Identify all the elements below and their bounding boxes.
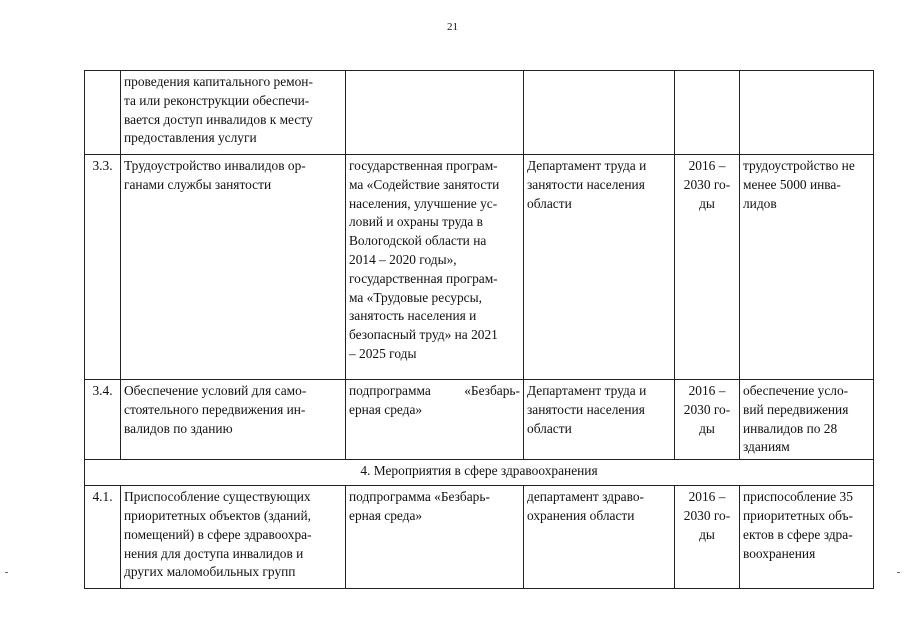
program-cell bbox=[346, 155, 524, 380]
cell-line: ерная среда» bbox=[349, 507, 423, 523]
cell-line: менее 5000 инва- bbox=[743, 176, 841, 192]
executor-cell bbox=[524, 155, 675, 380]
cell-line: вий передвижения bbox=[743, 401, 849, 417]
cell-line: департамент здраво- bbox=[527, 489, 645, 505]
table-row bbox=[85, 486, 874, 589]
event-cell bbox=[121, 380, 346, 460]
cell-line: ектов в сфере здра- bbox=[743, 526, 853, 542]
cell-line: помещений) в сфере здравоохра- bbox=[124, 526, 312, 542]
cell-line bbox=[349, 382, 520, 401]
event-cell bbox=[121, 155, 346, 380]
program-cell bbox=[346, 71, 524, 155]
cell-line: ловий и охраны труда в bbox=[349, 214, 483, 230]
cell-line: воохранения bbox=[743, 545, 816, 561]
cell-line: 2030 го- bbox=[683, 176, 731, 192]
row-number-cell bbox=[85, 71, 121, 155]
cell-line: обеспечение усло- bbox=[743, 383, 849, 398]
cell-line: охранения области bbox=[527, 507, 635, 523]
cell-line: ма «Содействие занятости bbox=[349, 176, 500, 192]
cell-line: 2030 го- bbox=[683, 507, 731, 523]
cell-line: ды bbox=[699, 526, 715, 542]
cell-line: государственная програм- bbox=[349, 270, 498, 286]
program-cell bbox=[346, 380, 524, 460]
cell-line: та или реконструкции обеспечи- bbox=[124, 92, 310, 108]
table-row bbox=[85, 155, 874, 380]
cell-line: Вологодской области на bbox=[349, 233, 487, 249]
cell-line: области bbox=[527, 420, 572, 436]
result-cell bbox=[740, 486, 874, 589]
cell-line: приоритетных объ- bbox=[743, 507, 853, 523]
period-cell bbox=[675, 71, 740, 155]
executor-cell bbox=[524, 71, 675, 155]
scan-mark bbox=[897, 572, 900, 573]
cell-line: подпрограмма «Безбарь- bbox=[349, 489, 490, 505]
cell-line: занятость населения и bbox=[349, 308, 477, 324]
cell-line: вается доступ инвалидов к месту bbox=[124, 111, 313, 127]
cell-line-word: подпрограмма bbox=[349, 383, 431, 398]
cell-line: Департамент труда и bbox=[527, 158, 647, 173]
cell-line: ганами службы занятости bbox=[124, 176, 272, 192]
result-cell bbox=[740, 380, 874, 460]
cell-line: области bbox=[527, 195, 572, 211]
program-cell bbox=[346, 486, 524, 589]
cell-line: инвалидов по 28 bbox=[743, 420, 838, 436]
executor-cell bbox=[524, 486, 675, 589]
period-cell bbox=[675, 155, 740, 380]
cell-line: 2030 го- bbox=[683, 401, 731, 417]
cell-line: 2016 – bbox=[688, 489, 726, 505]
cell-line: предоставления услуги bbox=[124, 130, 257, 146]
cell-line: Трудоустройство инвалидов ор- bbox=[124, 158, 306, 173]
cell-line: населения, улучшение ус- bbox=[349, 195, 498, 211]
cell-line: других маломобильных групп bbox=[124, 564, 296, 580]
executor-cell bbox=[524, 380, 675, 460]
cell-line: 2016 – bbox=[688, 383, 726, 398]
cell-line: ерная среда» bbox=[349, 401, 423, 417]
row-number-cell: 3.3. bbox=[85, 155, 121, 380]
cell-line: ды bbox=[699, 195, 715, 211]
cell-line: стоятельного передвижения ин- bbox=[124, 401, 306, 417]
table-row bbox=[85, 71, 874, 155]
cell-line: Обеспечение условий для само- bbox=[124, 383, 307, 398]
section-heading: 4. Мероприятия в сфере здравоохранения bbox=[85, 460, 874, 486]
cell-line: лидов bbox=[743, 195, 777, 211]
scan-mark bbox=[5, 572, 8, 573]
cell-line: 2014 – 2020 годы», bbox=[349, 251, 457, 267]
cell-line: – 2025 годы bbox=[349, 345, 417, 361]
cell-line: трудоустройство не bbox=[743, 158, 855, 173]
period-cell bbox=[675, 380, 740, 460]
cell-line: зданиям bbox=[743, 439, 790, 455]
event-cell bbox=[121, 486, 346, 589]
result-cell bbox=[740, 155, 874, 380]
cell-line: Департамент труда и bbox=[527, 383, 647, 398]
cell-line: ды bbox=[699, 420, 715, 436]
row-number-cell: 4.1. bbox=[85, 486, 121, 589]
page-number: 21 bbox=[447, 21, 458, 33]
cell-line: безопасный труд» на 2021 bbox=[349, 327, 498, 343]
cell-line: нения для доступа инвалидов и bbox=[124, 545, 304, 561]
cell-line: государственная програм- bbox=[349, 158, 498, 173]
cell-line: проведения капитального ремон- bbox=[124, 74, 313, 89]
cell-line-word: «Безбарь- bbox=[464, 383, 520, 398]
cell-line: ма «Трудовые ресурсы, bbox=[349, 289, 482, 305]
section-header-row bbox=[85, 460, 874, 486]
cell-line: занятости населения bbox=[527, 401, 645, 417]
cell-line: Приспособление существующих bbox=[124, 489, 311, 505]
cell-line: приспособление 35 bbox=[743, 489, 853, 505]
event-cell bbox=[121, 71, 346, 155]
cell-line: приоритетных объектов (зданий, bbox=[124, 507, 311, 523]
table-row bbox=[85, 380, 874, 460]
cell-line: занятости населения bbox=[527, 176, 645, 192]
measures-table bbox=[84, 70, 874, 589]
row-number-cell: 3.4. bbox=[85, 380, 121, 460]
cell-line: 2016 – bbox=[688, 158, 726, 173]
period-cell bbox=[675, 486, 740, 589]
result-cell bbox=[740, 71, 874, 155]
cell-line: валидов по зданию bbox=[124, 420, 233, 436]
